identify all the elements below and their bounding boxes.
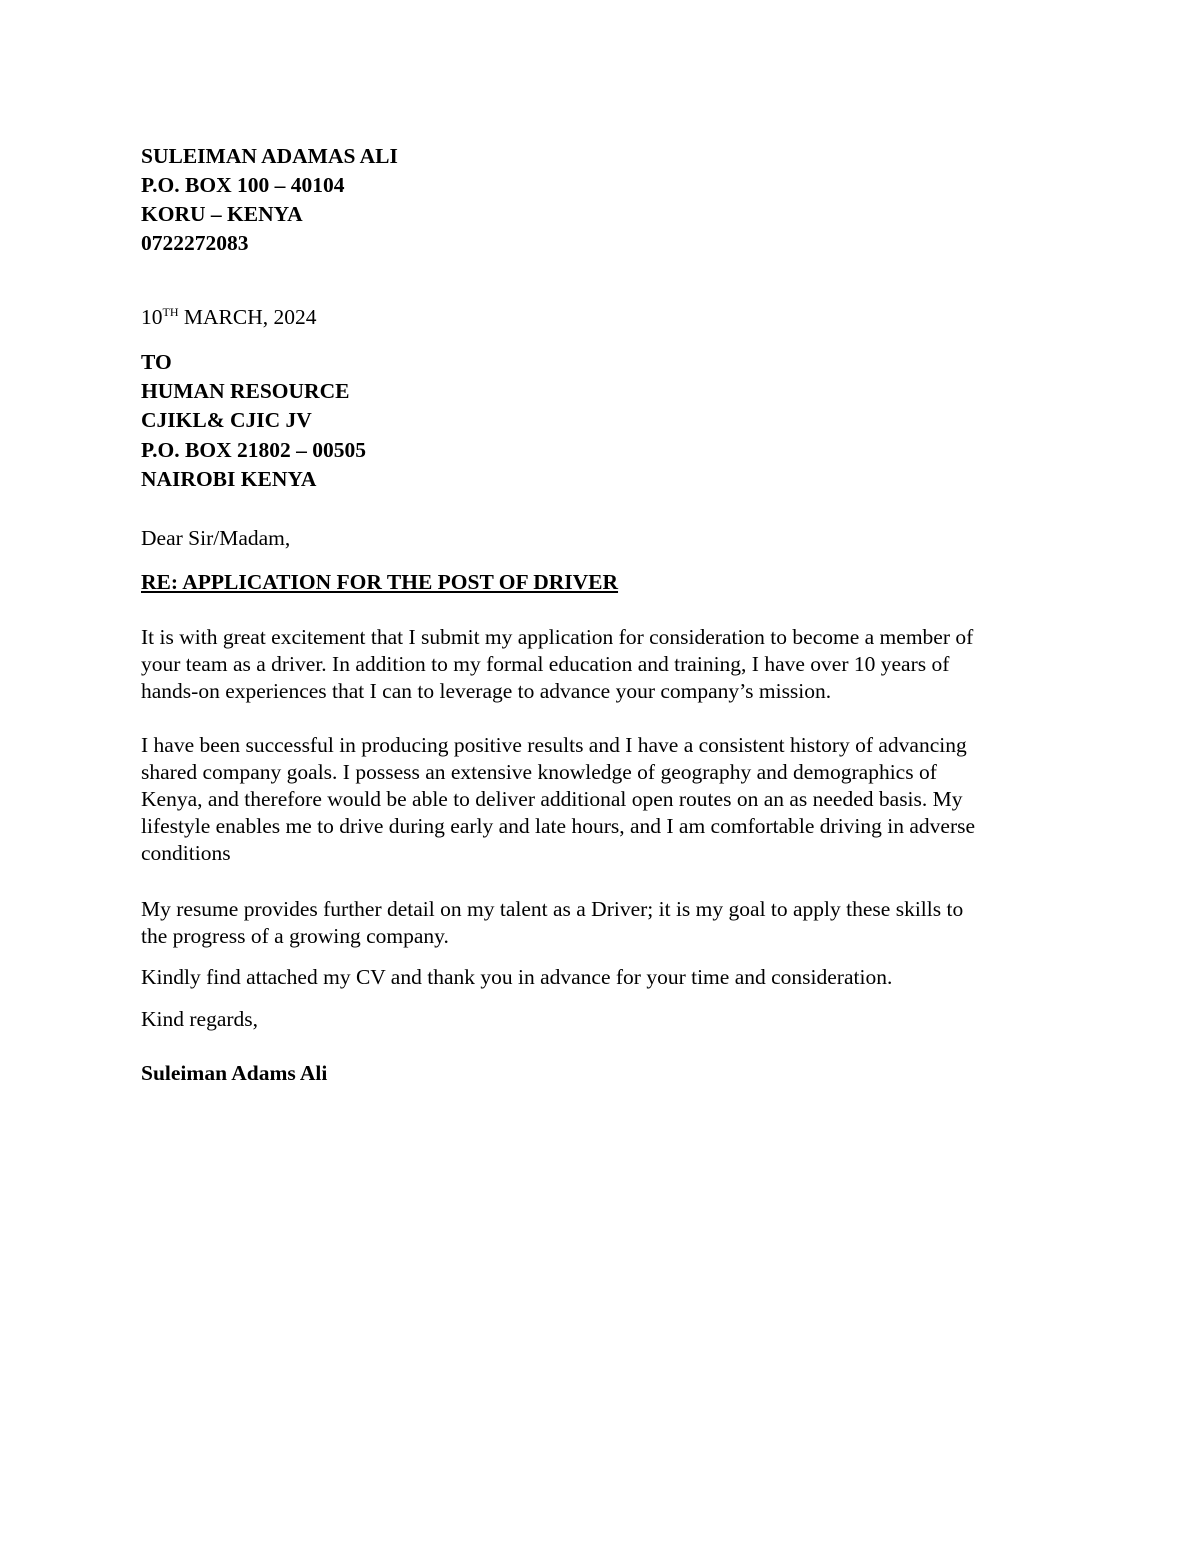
sender-phone: 0722272083 — [141, 231, 249, 255]
recipient-city: NAIROBI KENYA — [141, 467, 317, 491]
paragraph-1-line: your team as a driver. In addition to my formal education and training, I have over 10 years of — [141, 652, 950, 676]
sender-town: KORU – KENYA — [141, 202, 303, 226]
closing: Kind regards, — [141, 1007, 259, 1031]
paragraph-2-line: conditions — [141, 841, 231, 865]
subject-line: RE: APPLICATION FOR THE POST OF DRIVER — [141, 570, 619, 594]
recipient-to: TO — [141, 350, 172, 374]
date-suffix: TH — [162, 305, 179, 319]
signature-name: Suleiman Adams Ali — [141, 1061, 328, 1085]
sender-name: SULEIMAN ADAMAS ALI — [141, 144, 398, 168]
salutation: Dear Sir/Madam, — [141, 526, 291, 550]
recipient-company: CJIKL& CJIC JV — [141, 408, 312, 432]
date-rest: MARCH, 2024 — [178, 305, 317, 329]
paragraph-1-line: hands-on experiences that I can to leverage to advance your company’s mission. — [141, 679, 832, 703]
letter-date — [141, 304, 316, 331]
recipient-department: HUMAN RESOURCE — [141, 379, 350, 403]
recipient-po-box: P.O. BOX 21802 – 00505 — [141, 438, 366, 462]
paragraph-2-line: lifestyle enables me to drive during early and late hours, and I am comfortable driving in adverse — [141, 814, 976, 838]
sender-po-box: P.O. BOX 100 – 40104 — [141, 173, 345, 197]
paragraph-2-line: I have been successful in producing positive results and I have a consistent history of advancing — [141, 733, 967, 757]
date-day: 10 — [141, 305, 163, 329]
paragraph-2-line: Kenya, and therefore would be able to deliver additional open routes on an as needed basis. My — [141, 787, 963, 811]
paragraph-2-line: shared company goals. I possess an extensive knowledge of geography and demographics of — [141, 760, 937, 784]
paragraph-4: Kindly find attached my CV and thank you in advance for your time and consideration. — [141, 965, 893, 989]
paragraph-3-line: the progress of a growing company. — [141, 924, 449, 948]
paragraph-1-line: It is with great excitement that I submit my application for consideration to become a member of — [141, 625, 974, 649]
paragraph-3-line: My resume provides further detail on my talent as a Driver; it is my goal to apply these skills to — [141, 897, 964, 921]
